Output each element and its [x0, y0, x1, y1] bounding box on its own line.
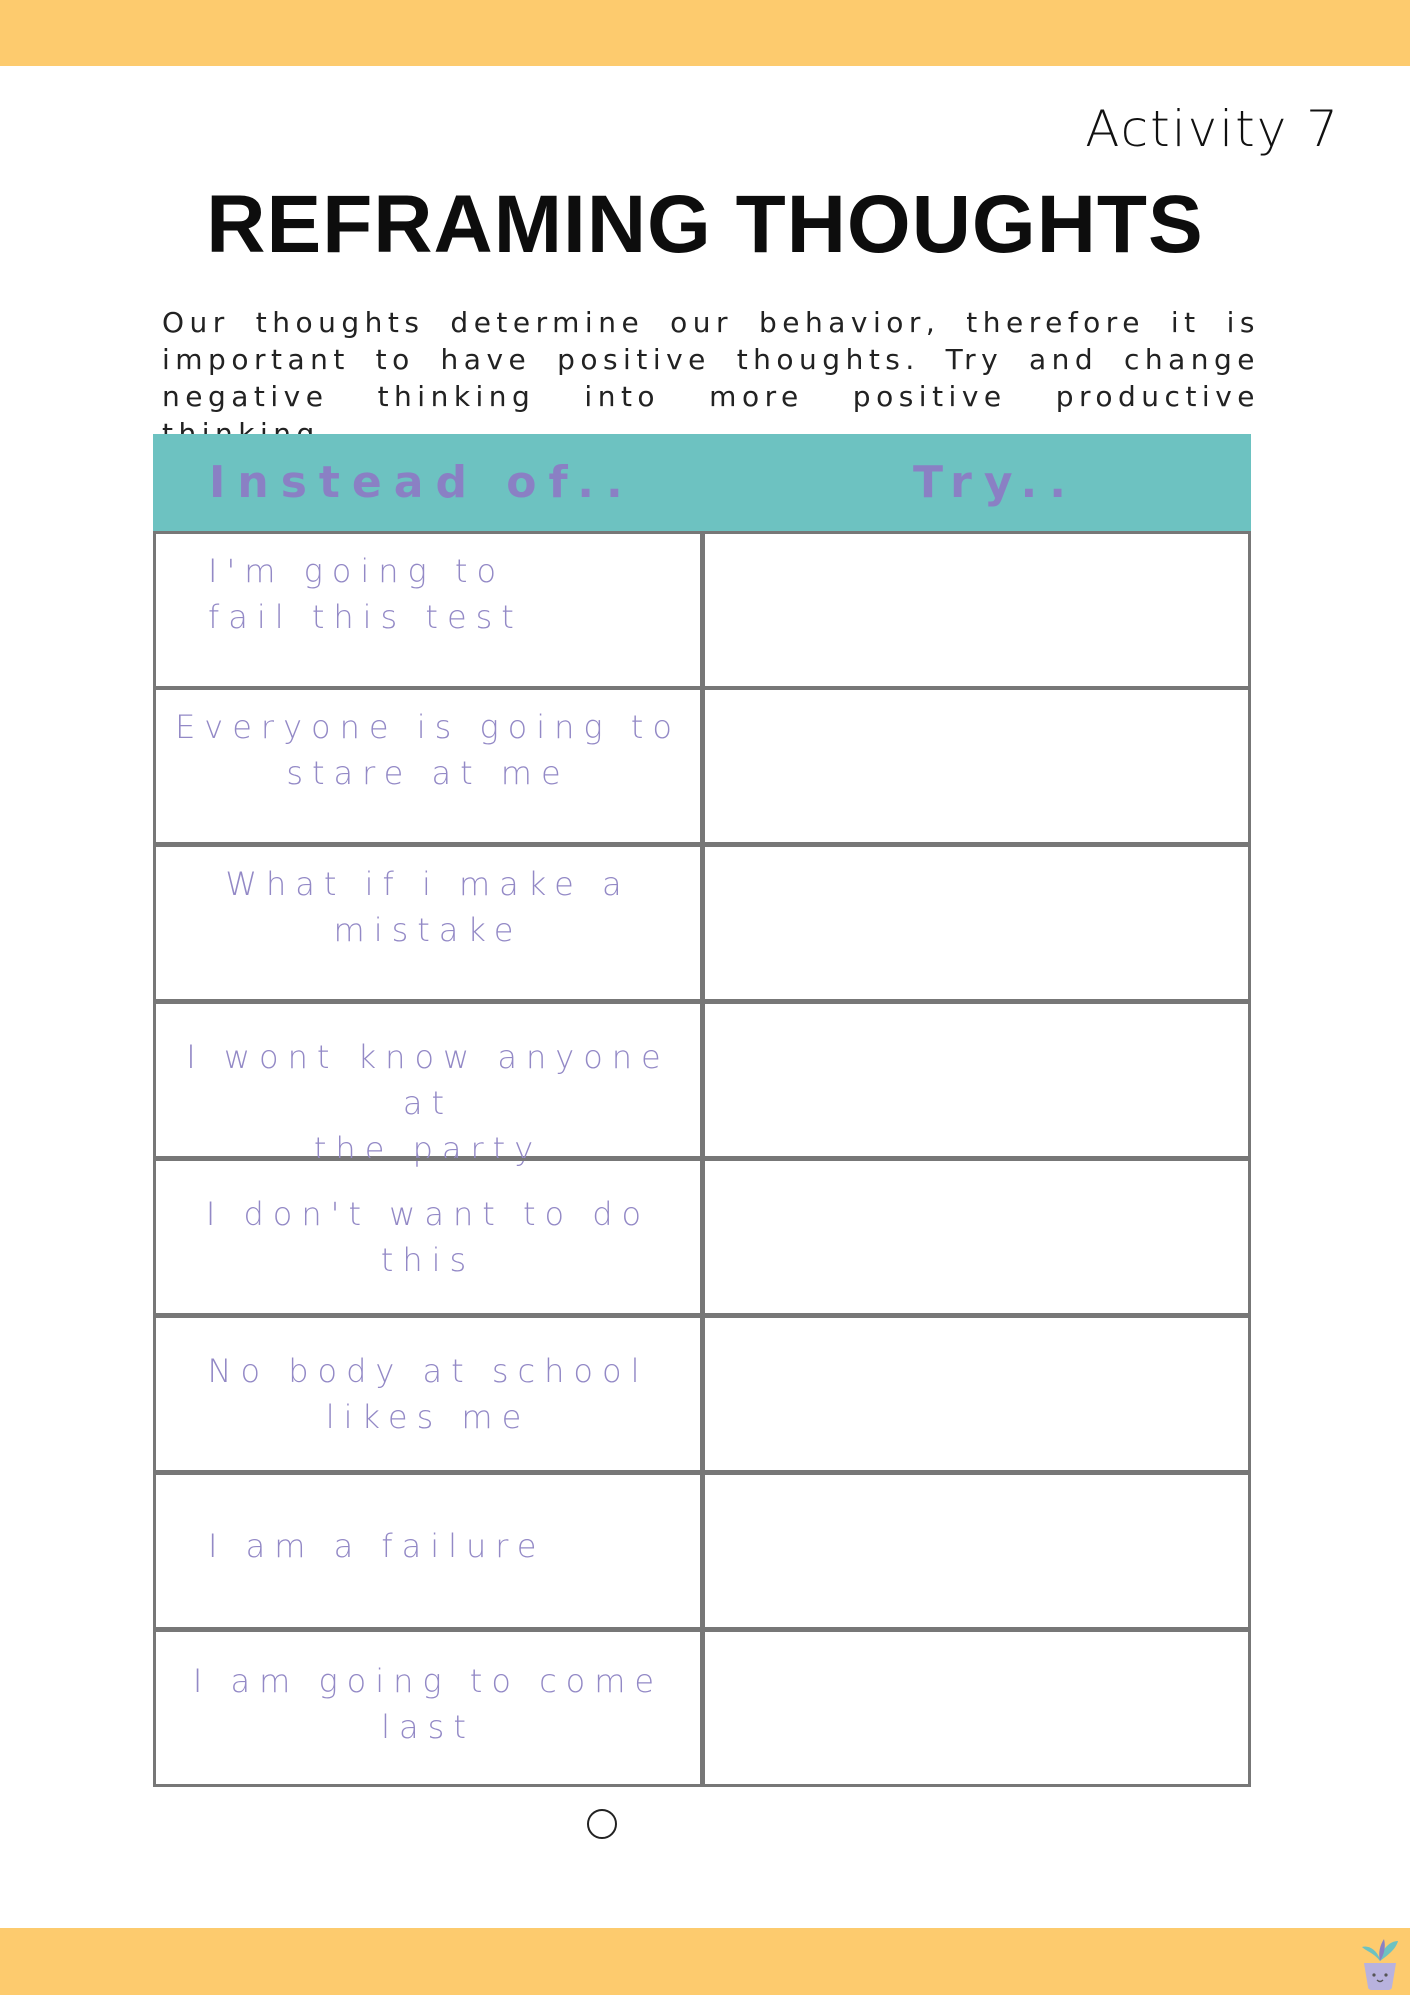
try-answer-field[interactable] [702, 1158, 1251, 1316]
try-answer-field[interactable] [702, 531, 1251, 689]
page-title: REFRAMING THOUGHTS [206, 179, 1204, 270]
try-answer-field[interactable] [702, 1472, 1251, 1630]
table-row [153, 1158, 1251, 1316]
potted-plant-logo-icon [1356, 1935, 1404, 1991]
column-header-try: Try.. [913, 457, 1078, 508]
negative-thought: I'm going to fail this test [208, 552, 523, 636]
try-answer-field[interactable] [702, 1315, 1251, 1473]
top-decorative-band [0, 0, 1410, 66]
table-row [153, 531, 1251, 689]
negative-thought: I wont know anyone at the party [186, 1038, 670, 1168]
intro-paragraph: Our thoughts determine our behavior, therefore it is important to have positive thoughts. Try and change negative thinking into more positive productive [162, 306, 1260, 413]
negative-thought: I don't want to do this [205, 1195, 651, 1279]
table-row [153, 1001, 1251, 1168]
instead-cell [153, 687, 703, 845]
table-header-row [153, 434, 1251, 531]
instead-cell [153, 1629, 703, 1787]
try-answer-field[interactable] [702, 1001, 1251, 1159]
table-row [153, 1472, 1251, 1630]
reframing-table [153, 434, 1251, 1789]
negative-thought: Everyone is going to stare at me [175, 708, 681, 792]
negative-thought: I am a failure [208, 1527, 546, 1565]
negative-thought: No body at school likes me [207, 1352, 649, 1436]
bottom-decorative-band [0, 1928, 1410, 1995]
negative-thought: I am going to come last [192, 1662, 664, 1746]
instead-cell [153, 844, 703, 1002]
activity-label: Activity 7 [1085, 100, 1340, 158]
column-header-instead-of: Instead of.. [209, 457, 635, 508]
table-row [153, 1315, 1251, 1473]
try-answer-field[interactable] [702, 687, 1251, 845]
table-row [153, 1629, 1251, 1787]
table-row [153, 687, 1251, 845]
instead-cell [153, 1315, 703, 1473]
negative-thought: What if i make a mistake [225, 865, 631, 949]
instead-cell [153, 1158, 703, 1316]
page-circle-icon [587, 1809, 617, 1839]
instead-cell [153, 1001, 703, 1168]
instead-cell [153, 531, 703, 689]
try-answer-field[interactable] [702, 844, 1251, 1002]
instead-cell [153, 1472, 703, 1630]
table-row [153, 844, 1251, 1002]
try-answer-field[interactable] [702, 1629, 1251, 1787]
